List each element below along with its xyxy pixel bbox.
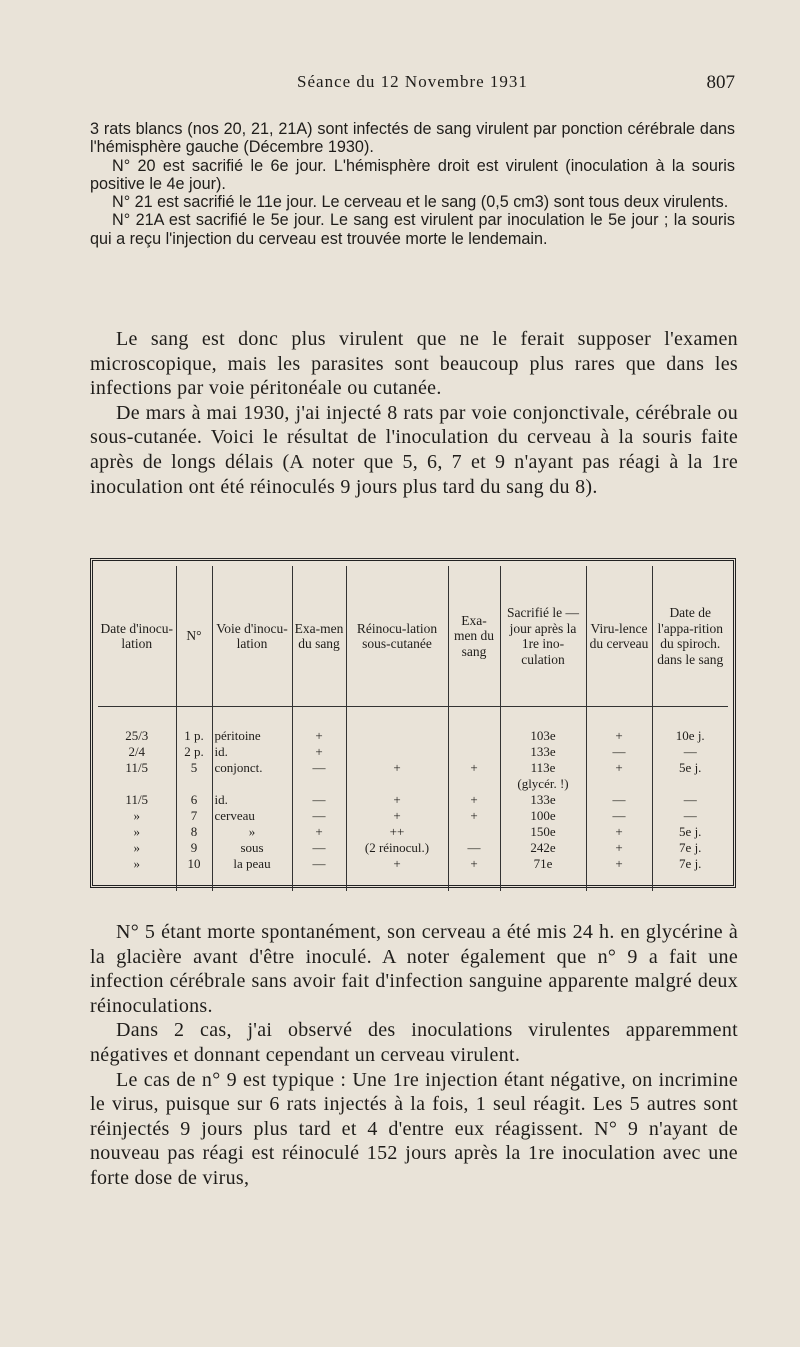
column-header: Date de l'appa-rition du spiroch. dans le sang: [652, 566, 728, 707]
table-cell: +: [448, 759, 500, 775]
table-cell: »: [133, 839, 140, 855]
table-cell: —: [292, 791, 346, 807]
table-cell: 11/5: [125, 791, 149, 807]
table-cell: +: [586, 839, 652, 855]
table-cell: +: [448, 791, 500, 807]
table-row: [98, 743, 728, 759]
running-title: Séance du 12 Novembre 1931: [297, 72, 528, 91]
bottom-paragraph: Le cas de n° 9 est typique : Une 1re injection étant négative, on incrimine le virus, puisque sur 6 rats injectés à la fois, 1 seul réagit. Les 5 autres sont réinjectés 9 jours plus tard et 4 d'entre eux réagissent. N° 9 n'ayant de nouveau pas réagi est réinoculé 152 jours après la 1re inoculation avec une forte dose de virus,: [90, 1068, 738, 1189]
table-cell: [448, 823, 500, 839]
column-header: Exa-men du sang: [448, 566, 500, 707]
results-table: [98, 566, 728, 891]
table-cell: +: [346, 807, 448, 823]
table-cell: [448, 743, 500, 759]
table-cell: +: [586, 759, 652, 775]
table-row: [98, 791, 728, 807]
table-cell: 100e: [500, 807, 586, 823]
table-spacer-row: [98, 871, 728, 891]
small-paragraph: N° 20 est sacrifié le 6e jour. L'hémisphère droit est virulent (inoculation à la souris positive le 4e jour).: [90, 156, 735, 193]
table-cell: 2 p.: [176, 743, 212, 759]
table-cell: [292, 775, 346, 791]
table-cell: péritoine: [212, 727, 292, 743]
small-paragraph: 3 rats blancs (nos 20, 21, 21A) sont infectés de sang virulent par ponction cérébrale dans l'hémisphère gauche (Décembre 1930).: [90, 120, 735, 157]
table-cell: 2/4: [128, 743, 146, 759]
column-header: Voie d'inocu-lation: [212, 566, 292, 707]
table-cell: +: [448, 855, 500, 871]
table-cell: sous: [212, 839, 292, 855]
main-text-block: [90, 327, 738, 499]
table-cell: 242e: [500, 839, 586, 855]
column-header: Exa-men du sang: [292, 566, 346, 707]
table-cell: id.: [212, 791, 292, 807]
column-header: Réinocu-lation sous-cutanée: [346, 566, 448, 707]
table-cell: —: [586, 791, 652, 807]
table-cell: +: [346, 759, 448, 775]
table-cell: 11/5: [125, 759, 149, 775]
table-cell: +: [346, 791, 448, 807]
table-cell: —: [292, 855, 346, 871]
table-header-row: [98, 566, 728, 707]
table-cell: cerveau: [212, 807, 292, 823]
column-header: N°: [176, 566, 212, 707]
column-header: Viru-lence du cerveau: [586, 566, 652, 707]
table-cell: +: [448, 807, 500, 823]
table-cell: —: [292, 759, 346, 775]
table-cell: 10e j.: [652, 727, 728, 743]
table-cell: 113e: [500, 759, 586, 775]
table-cell: 133e: [500, 791, 586, 807]
table-cell: 8: [176, 823, 212, 839]
table-row: [98, 823, 728, 839]
table-cell: —: [652, 743, 728, 759]
bottom-paragraph: Dans 2 cas, j'ai observé des inoculations virulentes apparemment négatives et donnant cependant un cerveau virulent.: [90, 1019, 738, 1066]
page-number: 807: [706, 72, 735, 93]
page-header: [90, 72, 735, 98]
table-cell: 71e: [500, 855, 586, 871]
table-cell: [448, 727, 500, 743]
table-cell: [448, 775, 500, 791]
table-cell: [98, 775, 176, 791]
bottom-text-block: [90, 920, 738, 1191]
table-cell: —: [448, 839, 500, 855]
table-row: [98, 727, 728, 743]
table-cell: 10: [176, 855, 212, 871]
table-cell: 7e j.: [652, 855, 728, 871]
table-row: [98, 807, 728, 823]
table-cell: +: [586, 855, 652, 871]
main-paragraph: De mars à mai 1930, j'ai injecté 8 rats par voie conjonctivale, cérébrale ou sous-cutanée. Voici le résultat de l'inoculation du cerveau à la souris faite après de longs délais (A noter que 5, 6, 7 et 9 n'ayant pas réagi à la 1re inoculation ont été réinoculés 9 jours plus tard du sang du 8).: [90, 401, 738, 498]
table-cell: 7e j.: [652, 839, 728, 855]
table-row: [98, 855, 728, 871]
table-cell: [586, 775, 652, 791]
table-cell: 5e j.: [652, 759, 728, 775]
table-cell: —: [292, 839, 346, 855]
small-paragraph: N° 21 est sacrifié le 11e jour. Le cerveau et le sang (0,5 cm3) sont tous deux virulents.: [112, 193, 729, 212]
table-cell: +: [586, 823, 652, 839]
table-cell: 5e j.: [652, 823, 728, 839]
table-cell: +: [586, 727, 652, 743]
table-cell: 5: [176, 759, 212, 775]
table-cell: la peau: [212, 855, 292, 871]
table-cell: [652, 775, 728, 791]
table-cell: 1 p.: [176, 727, 212, 743]
table-cell: 133e: [500, 743, 586, 759]
table-cell: —: [292, 807, 346, 823]
table-cell: »: [133, 807, 140, 823]
table-cell: [346, 743, 448, 759]
small-paragraph: N° 21A est sacrifié le 5e jour. Le sang est virulent par inoculation le 5e jour ; la souris qui a reçu l'injection du cerveau est trouvée morte le lendemain.: [90, 211, 735, 248]
table-cell: [346, 727, 448, 743]
results-table-frame: [90, 558, 736, 888]
column-header: Date d'inocu-lation: [98, 566, 176, 707]
table-cell: [346, 775, 448, 791]
bottom-paragraph: N° 5 étant morte spontanément, son cerveau a été mis 24 h. en glycérine à la glacière avant d'être inoculé. A noter également que n° 9 a fait une infection cérébrale sans avoir fait d'infection sanguine apparente malgré deux réinoculations.: [90, 921, 738, 1017]
table-cell: conjonct.: [212, 759, 292, 775]
table-cell: 25/3: [125, 727, 149, 743]
table-cell: —: [586, 743, 652, 759]
table-cell: »: [133, 823, 140, 839]
small-print-block: [90, 120, 735, 248]
table-cell: »: [212, 823, 292, 839]
table-row: [98, 839, 728, 855]
table-cell: [212, 775, 292, 791]
table-row: [98, 759, 728, 775]
table-cell: id.: [212, 743, 292, 759]
table-cell: +: [292, 727, 346, 743]
table-cell: »: [133, 855, 140, 871]
table-cell: 9: [176, 839, 212, 855]
table-spacer-row: [98, 707, 728, 728]
column-header: Sacrifié le — jour après la 1re ino-culation: [500, 566, 586, 707]
table-cell: —: [586, 807, 652, 823]
table-row: [98, 775, 728, 791]
table-cell: +: [292, 823, 346, 839]
table-cell: 150e: [500, 823, 586, 839]
table-cell: 6: [176, 791, 212, 807]
table-cell: 7: [176, 807, 212, 823]
table-cell: 103e: [500, 727, 586, 743]
table-cell: (glycér. !): [500, 775, 586, 791]
main-paragraph: Le sang est donc plus virulent que ne le ferait supposer l'examen microscopique, mais les parasites sont beaucoup plus rares que dans les infections par voie péritonéale ou cutanée.: [90, 328, 738, 400]
table-cell: [176, 775, 212, 791]
table-cell: ++: [346, 823, 448, 839]
table-cell: —: [652, 791, 728, 807]
table-cell: —: [652, 807, 728, 823]
table-cell: +: [292, 743, 346, 759]
table-cell: +: [346, 855, 448, 871]
table-cell: (2 réinocul.): [346, 839, 448, 855]
